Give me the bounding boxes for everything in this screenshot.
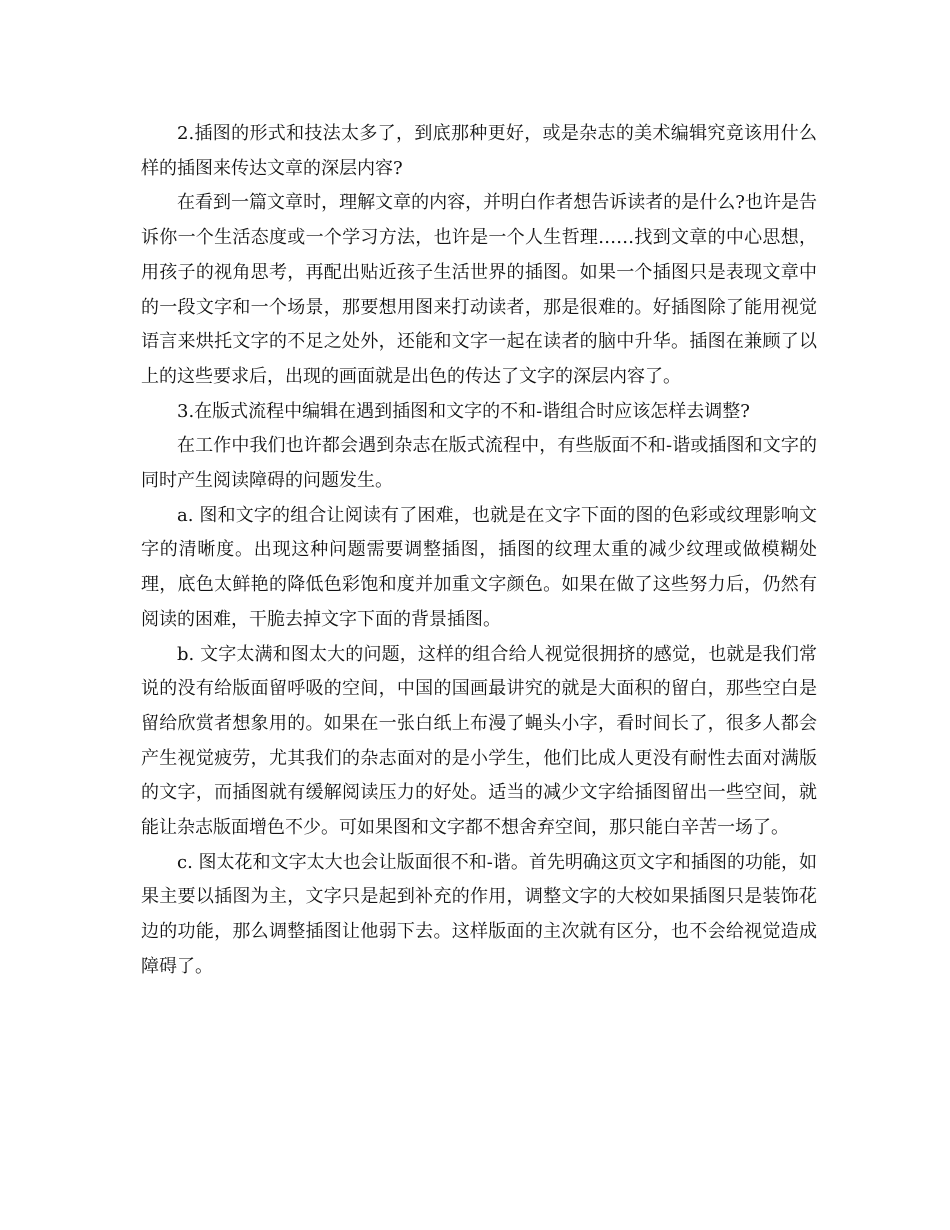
paragraph-question-2: 2.插图的形式和技法太多了，到底那种更好，或是杂志的美术编辑究竟该用什么样的插图来传达文章的深层内容? xyxy=(141,123,817,179)
paragraph-point-c: c. 图太花和文字太大也会让版面很不和-谐。首先明确这页文字和插图的功能，如果主要以插图为主，文字只是起到补充的作用，调整文字的大校如果插图只是装饰花边的功能，那么调整插图让他弱下去。这样版面的主次就有区分，也不会给视觉造成障碍了。 xyxy=(141,851,817,977)
paragraph-answer-3-intro: 在工作中我们也许都会遇到杂志在版式流程中，有些版面不和-谐或插图和文字的同时产生阅读障碍的问题发生。 xyxy=(141,435,817,492)
paragraph-point-b: b. 文字太满和图太大的问题，这样的组合给人视觉很拥挤的感觉，也就是我们常说的没有给版面留呼吸的空间，中国的国画最讲究的就是大面积的留白，那些空白是留给欣赏者想象用的。如果在一张白纸上布漫了蝇头小字，看时间长了，很多人都会产生视觉疲劳，尤其我们的杂志面对的是小学生，他们比成人更没有耐性去面对满版的文字，而插图就有缓解阅读压力的好处。适当的减少文字给插图留出一些空间，就能让杂志版面增色不少。可如果图和文字都不想舍弃空间，那只能白辛苦一场了。 xyxy=(141,643,817,839)
paragraph-question-3: 3.在版式流程中编辑在遇到插图和文字的不和-谐组合时应该怎样去调整? xyxy=(177,400,750,422)
document-body xyxy=(141,117,817,985)
paragraph-point-a: a. 图和文字的组合让阅读有了困难，也就是在文字下面的图的色彩或纹理影响文字的清晰度。出现这种问题需要调整插图，插图的纹理太重的减少纹理或做模糊处理，底色太鲜艳的降低色彩饱和度并加重文字颜色。如果在做了这些努力后，仍然有阅读的困难，干脆去掉文字下面的背景插图。 xyxy=(141,504,817,630)
paragraph-answer-2: 在看到一篇文章时，理解文章的内容，并明白作者想告诉读者的是什么?也许是告诉你一个生活态度或一个学习方法，也许是一个人生哲理……找到文章的中心思想，用孩子的视角思考，再配出贴近孩子生活世界的插图。如果一个插图只是表现文章中的一段文字和一个场景，那要想用图来打动读者，那是很难的。好插图除了能用视觉语言来烘托文字的不足之处外，还能和文字一起在读者的脑中升华。插图在兼顾了以上的这些要求后，出现的画面就是出色的传达了文字的深层内容了。 xyxy=(141,192,817,387)
